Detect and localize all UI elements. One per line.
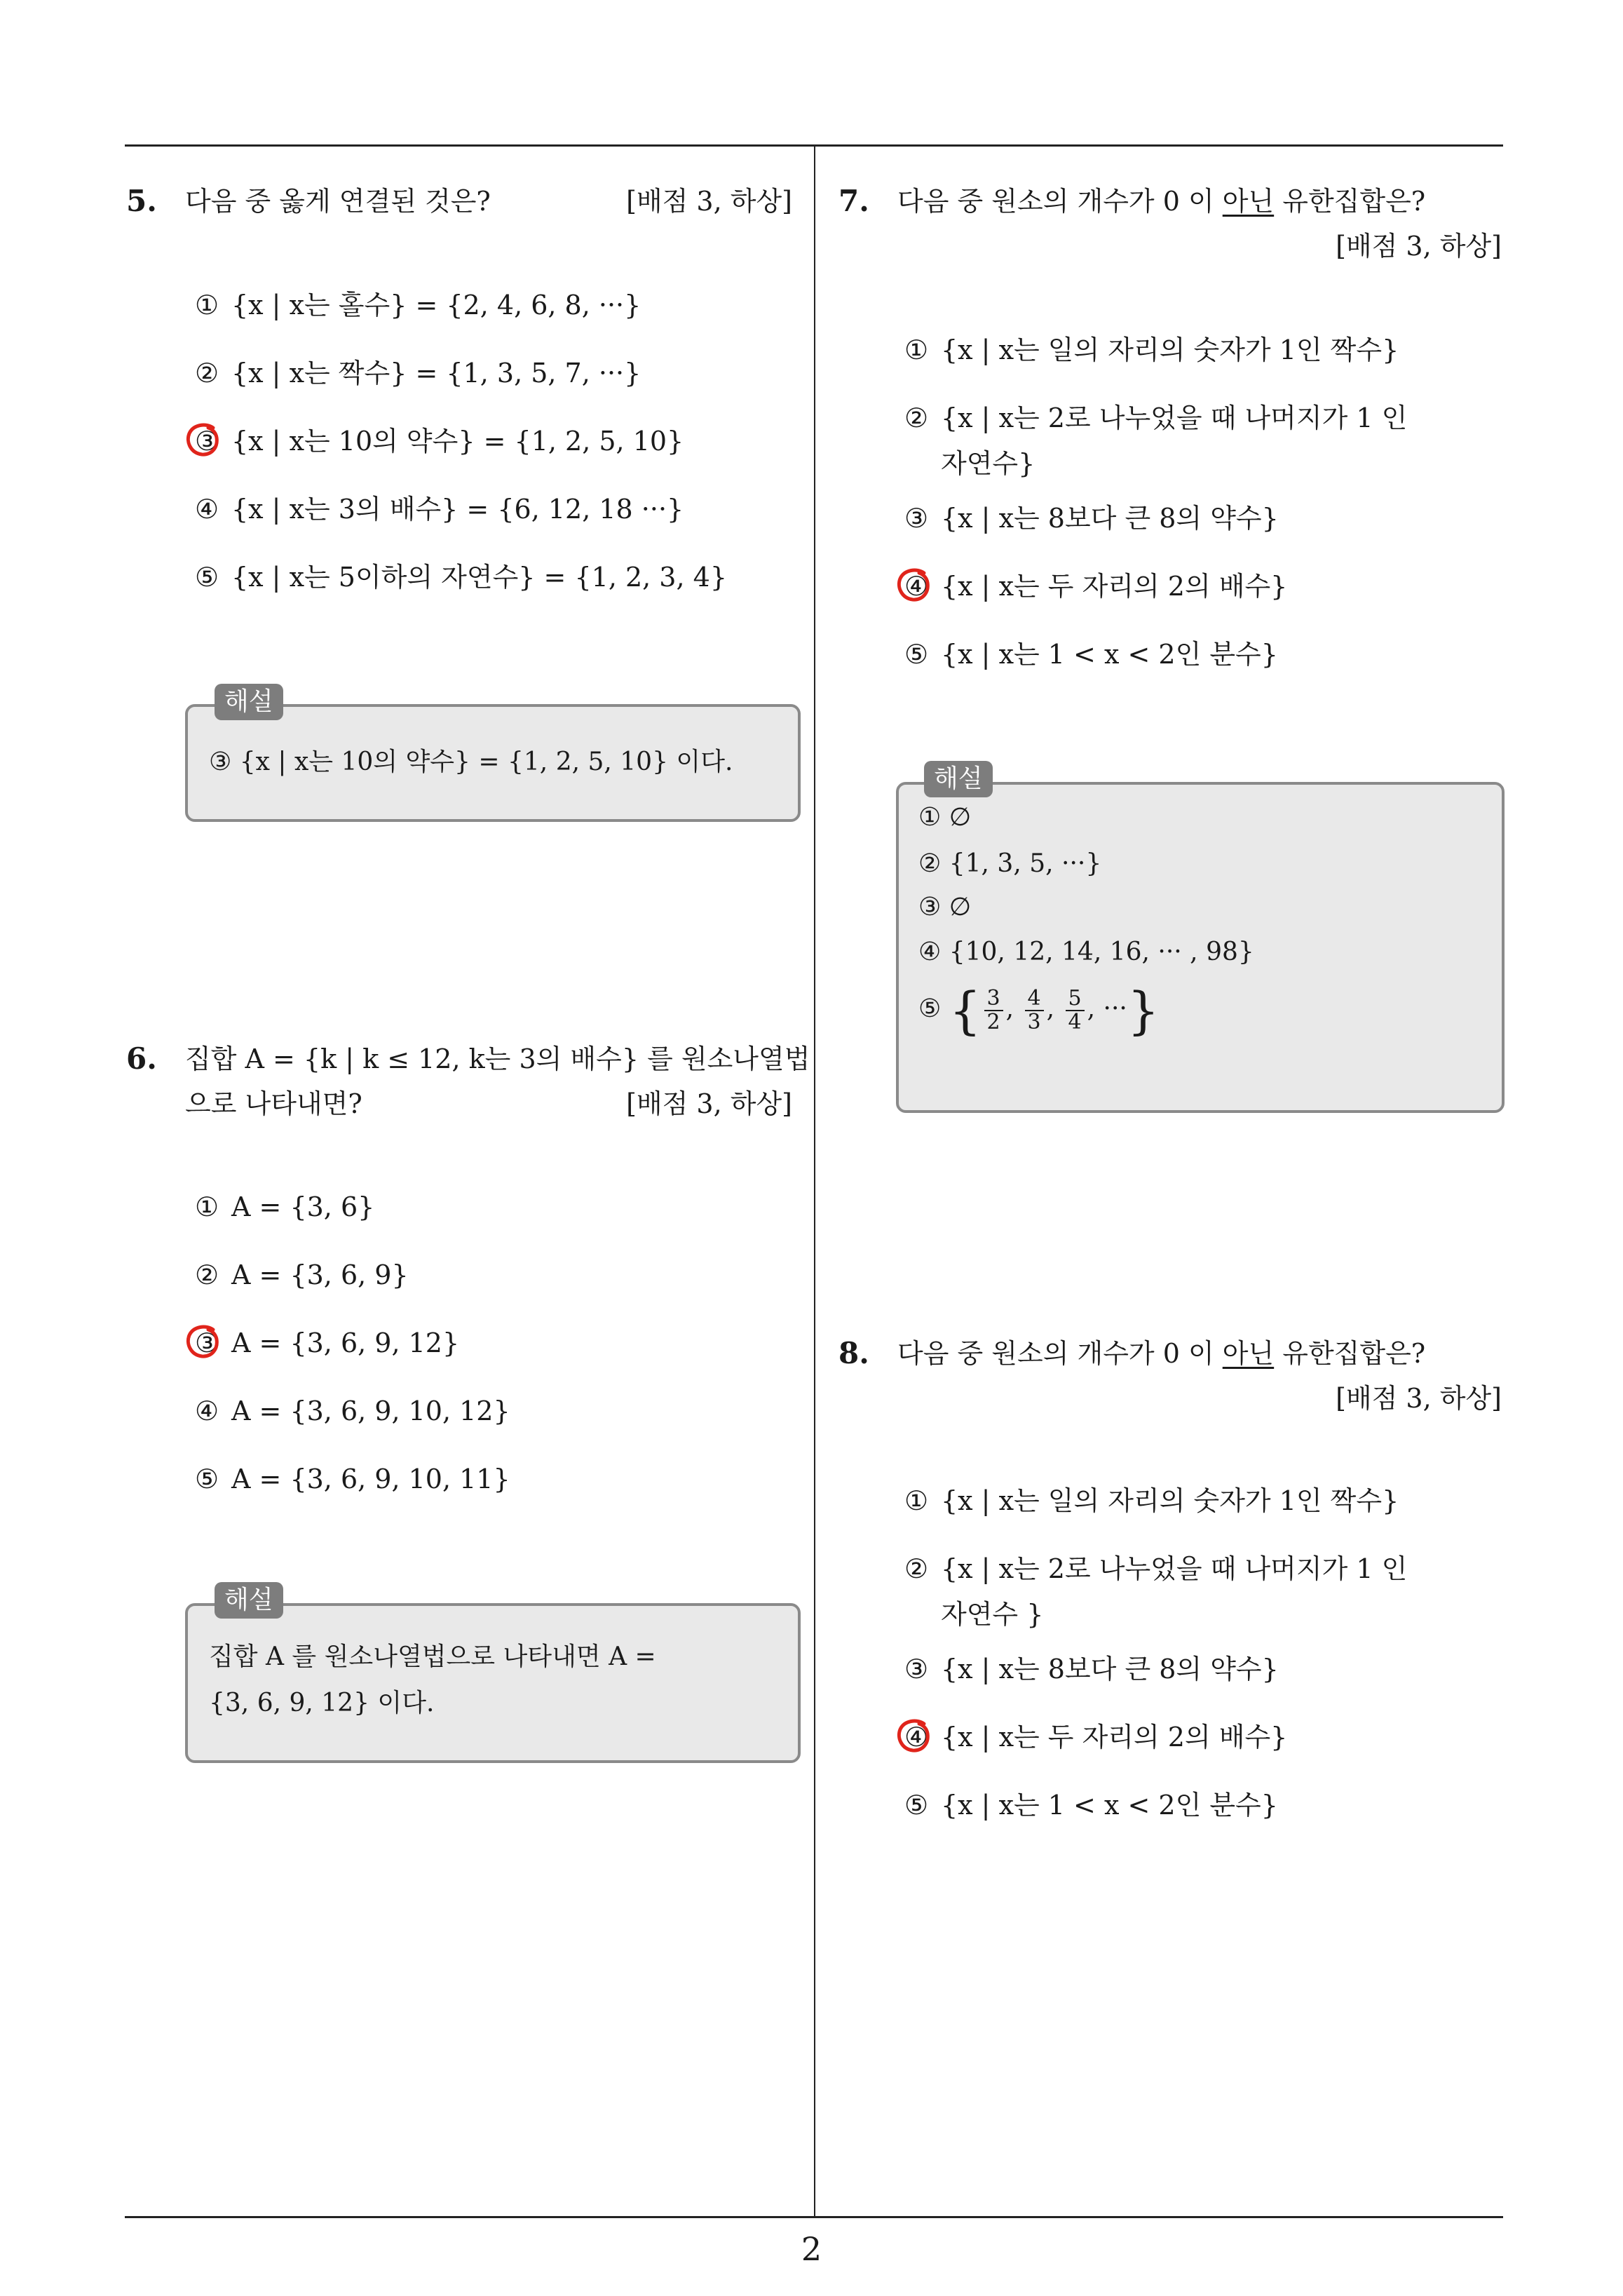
fraction bbox=[1066, 987, 1085, 1034]
fraction-denominator: 2 bbox=[986, 1010, 1000, 1034]
choice-number: ② bbox=[904, 403, 929, 433]
explanation-tag: 해설 bbox=[215, 684, 283, 720]
choice-number: ③ bbox=[904, 1654, 929, 1684]
answer-mark-circle bbox=[185, 1324, 220, 1359]
answer-mark-circle bbox=[896, 1718, 931, 1753]
question-8 bbox=[838, 1331, 1502, 1429]
choice-number: ⑤ bbox=[904, 639, 929, 670]
explanation-line: ④ {10, 12, 14, 16, ··· , 98} bbox=[918, 938, 1254, 966]
choice-5[interactable] bbox=[195, 1461, 510, 1497]
explanation-line: ② {1, 3, 5, ···} bbox=[918, 849, 1102, 878]
choice-3[interactable] bbox=[904, 501, 1279, 536]
choice-text: {x | x는 8보다 큰 8의 약수} bbox=[941, 1654, 1279, 1684]
choice-text: {x | x는 일의 자리의 숫자가 1인 짝수} bbox=[941, 335, 1399, 365]
explanation-box bbox=[896, 782, 1505, 1113]
choice-text: {x | x는 5이하의 자연수} = {1, 2, 3, 4} bbox=[231, 562, 728, 593]
choice-number: ① bbox=[195, 290, 219, 320]
fraction-line-label: ⑤ bbox=[918, 994, 942, 1023]
choice-text: {x | x는 10의 약수} = {1, 2, 5, 10} bbox=[231, 426, 684, 457]
explanation-tag: 해설 bbox=[924, 761, 993, 797]
question-text-part: 다음 중 원소의 개수가 0 이 bbox=[897, 1338, 1223, 1369]
choice-2[interactable] bbox=[904, 1551, 1407, 1586]
question-number: 7. bbox=[838, 184, 869, 218]
fraction-numerator: 5 bbox=[1066, 987, 1085, 1011]
fraction-denominator: 4 bbox=[1068, 1010, 1082, 1034]
choice-5[interactable] bbox=[195, 560, 727, 595]
question-text: 집합 A = {k | k ≤ 12, k는 3의 배수} 를 원소나열법 bbox=[185, 1044, 810, 1074]
choice-text: {x | x는 1 < x < 2인 분수} bbox=[941, 1790, 1278, 1821]
choice-3[interactable] bbox=[195, 1325, 459, 1360]
explanation-line: ③ ∅ bbox=[918, 893, 972, 921]
choice-2[interactable] bbox=[195, 1257, 409, 1292]
choice-text: {x | x는 두 자리의 2의 배수} bbox=[941, 1722, 1288, 1753]
choice-1[interactable] bbox=[904, 332, 1399, 367]
question-number: 5. bbox=[126, 184, 157, 218]
page-number: 2 bbox=[801, 2230, 822, 2268]
choice-4[interactable] bbox=[904, 1720, 1287, 1755]
right-brace: } bbox=[1127, 981, 1160, 1040]
question-score: [배점 3, 하상] bbox=[626, 186, 792, 217]
choice-text: A = {3, 6, 9} bbox=[231, 1260, 409, 1290]
question-text bbox=[897, 1331, 1425, 1376]
choice-number: ③ bbox=[195, 426, 219, 457]
choice-number: ① bbox=[195, 1191, 219, 1222]
question-text-underlined: 아닌 bbox=[1222, 186, 1275, 217]
choice-text: {x | x는 홀수} = {2, 4, 6, 8, ···} bbox=[231, 290, 641, 320]
choice-1[interactable] bbox=[195, 1189, 374, 1224]
choice-text: A = {3, 6, 9, 12} bbox=[231, 1328, 460, 1358]
question-text bbox=[897, 179, 1425, 224]
fraction-numerator: 3 bbox=[984, 987, 1003, 1011]
explanation-line: ① ∅ bbox=[918, 803, 972, 832]
explanation-tag: 해설 bbox=[215, 1582, 283, 1619]
answer-mark-circle bbox=[185, 422, 220, 457]
choice-1[interactable] bbox=[195, 288, 641, 323]
question-text: 다음 중 옳게 연결된 것은? bbox=[185, 186, 491, 217]
choice-number: ④ bbox=[195, 494, 219, 525]
choice-text: {x | x는 3의 배수} = {6, 12, 18 ···} bbox=[231, 494, 684, 525]
question-text-underlined: 아닌 bbox=[1222, 1338, 1275, 1369]
choice-number: ③ bbox=[195, 1328, 219, 1358]
choice-number: ② bbox=[195, 1260, 219, 1290]
fraction bbox=[984, 987, 1003, 1034]
choice-text: {x | x는 두 자리의 2의 배수} bbox=[941, 571, 1288, 602]
choice-text: {x | x는 일의 자리의 숫자가 1인 짝수} bbox=[941, 1485, 1399, 1516]
explanation-line: ③ {x | x는 10의 약수} = {1, 2, 5, 10} 이다. bbox=[209, 748, 733, 776]
choice-4[interactable] bbox=[195, 1393, 510, 1429]
choice-text: {x | x는 2로 나누었을 때 나머지가 1 인 bbox=[941, 403, 1408, 433]
choice-text: A = {3, 6, 9, 10, 11} bbox=[231, 1464, 510, 1494]
choice-number: ① bbox=[904, 335, 929, 365]
choice-number: ⑤ bbox=[195, 1464, 219, 1494]
choice-text: {x | x는 1 < x < 2인 분수} bbox=[941, 639, 1278, 670]
fraction bbox=[1025, 987, 1044, 1034]
choice-2-continuation: 자연수} bbox=[941, 448, 1035, 479]
question-text-part: 다음 중 원소의 개수가 0 이 bbox=[897, 186, 1223, 217]
explanation-line: {3, 6, 9, 12} 이다. bbox=[209, 1689, 435, 1717]
question-number: 8. bbox=[838, 1336, 869, 1370]
choice-3[interactable] bbox=[195, 424, 684, 459]
choice-5[interactable] bbox=[904, 1788, 1278, 1823]
choice-number: ④ bbox=[904, 571, 929, 602]
explanation-line-fractions: ⑤ { $\frac{3}{2}$ , $\frac{4}{3}$ , $\frac{5}{4}$ , ···} bbox=[918, 981, 1160, 1040]
fraction-denominator: 3 bbox=[1027, 1010, 1041, 1034]
answer-mark-circle bbox=[896, 567, 931, 602]
choice-number: ④ bbox=[195, 1396, 219, 1426]
choice-1[interactable] bbox=[904, 1483, 1399, 1518]
question-text-part: 유한집합은? bbox=[1274, 1338, 1426, 1369]
choice-number: ① bbox=[904, 1485, 929, 1516]
choice-4[interactable] bbox=[904, 569, 1287, 604]
question-6 bbox=[126, 1036, 810, 1135]
question-score: [배점 3, 하상] bbox=[1336, 231, 1502, 262]
left-brace: { bbox=[949, 981, 982, 1040]
choice-3[interactable] bbox=[904, 1652, 1279, 1687]
choice-number: ⑤ bbox=[195, 562, 219, 593]
fraction-numerator: 4 bbox=[1025, 987, 1044, 1011]
choice-2-continuation: 자연수 } bbox=[941, 1599, 1044, 1630]
question-score: [배점 3, 하상] bbox=[1336, 1383, 1502, 1414]
choice-5[interactable] bbox=[904, 637, 1278, 672]
ellipsis: ··· bbox=[1103, 994, 1127, 1023]
choice-text: {x | x는 2로 나누었을 때 나머지가 1 인 bbox=[941, 1553, 1408, 1584]
column-divider bbox=[814, 145, 815, 2217]
explanation-box bbox=[185, 1603, 801, 1763]
choice-number: ③ bbox=[904, 503, 929, 534]
choice-text: {x | x는 8보다 큰 8의 약수} bbox=[941, 503, 1279, 534]
question-5 bbox=[126, 179, 792, 228]
explanation-box bbox=[185, 704, 801, 822]
question-score: [배점 3, 하상] bbox=[626, 1088, 792, 1119]
choice-text: {x | x는 짝수} = {1, 3, 5, 7, ···} bbox=[231, 358, 641, 389]
choice-number: ② bbox=[904, 1553, 929, 1584]
choice-4[interactable] bbox=[195, 492, 684, 527]
question-7 bbox=[838, 179, 1502, 277]
choice-text: A = {3, 6} bbox=[231, 1191, 375, 1222]
explanation-line: 집합 A 를 원소나열법으로 나타내면 A = bbox=[209, 1642, 656, 1671]
question-text-part: 유한집합은? bbox=[1274, 186, 1426, 217]
bottom-rule bbox=[125, 2216, 1503, 2218]
choice-2[interactable] bbox=[195, 356, 641, 391]
question-number: 6. bbox=[126, 1041, 157, 1076]
choice-2[interactable] bbox=[904, 400, 1407, 435]
choice-number: ④ bbox=[904, 1722, 929, 1753]
choice-text: A = {3, 6, 9, 10, 12} bbox=[231, 1396, 510, 1426]
choice-number: ② bbox=[195, 358, 219, 389]
choice-number: ⑤ bbox=[904, 1790, 929, 1821]
question-text-line2: 으로 나타내면? bbox=[185, 1088, 362, 1119]
